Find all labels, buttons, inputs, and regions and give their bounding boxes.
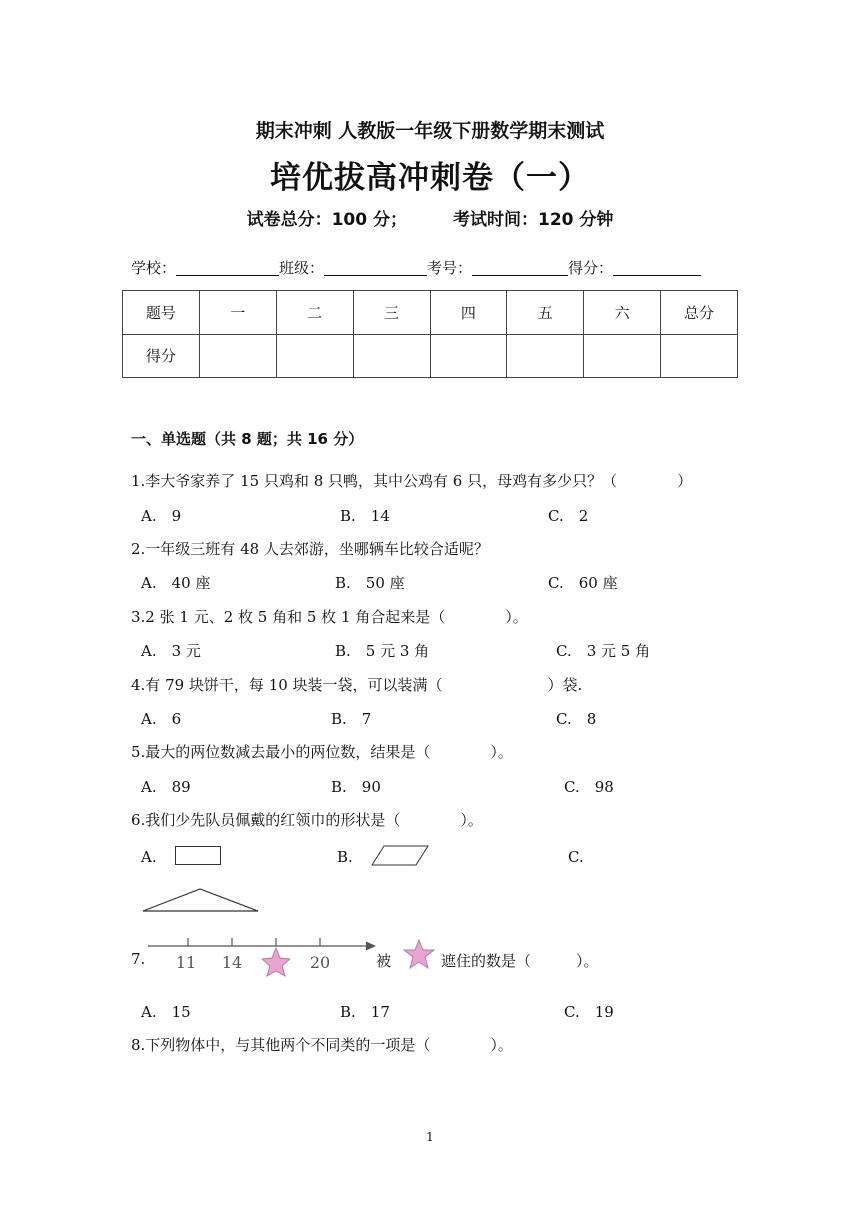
q5-option-b[interactable]: B. 90 (331, 778, 381, 796)
parallelogram-shape (370, 845, 430, 867)
score-cell[interactable] (276, 334, 353, 378)
exam-meta (0, 205, 860, 230)
number-line (146, 932, 378, 984)
q6-option-a[interactable]: A. (141, 848, 157, 866)
cover-word: 被 (376, 952, 392, 970)
question-4: 4.有 79 块饼干，每 10 块装一袋，可以装满（ ）袋. (131, 676, 583, 694)
page-number: 1 (426, 1130, 434, 1144)
q1-option-b[interactable]: B. 14 (340, 507, 390, 525)
q1-option-c[interactable]: C. 2 (548, 507, 589, 525)
q7-option-a[interactable]: A. 15 (141, 1003, 191, 1021)
q7-option-c[interactable]: C. 19 (564, 1003, 614, 1021)
q7-option-b[interactable]: B. 17 (340, 1003, 390, 1021)
question-1: 1.李大爷家养了 15 只鸡和 8 只鸭，其中公鸡有 6 只，母鸡有多少只？（ ） (131, 472, 693, 490)
score-table-score-row (123, 334, 738, 378)
class-field[interactable] (324, 259, 427, 276)
table-header-cell: 总分 (661, 291, 738, 335)
info-line (131, 257, 701, 278)
score-field[interactable] (613, 259, 701, 276)
class-label: 班级： (279, 259, 325, 277)
exam-no-field[interactable] (472, 259, 568, 276)
question-5: 5.最大的两位数减去最小的两位数，结果是（ ）。 (131, 743, 513, 761)
q5-option-c[interactable]: C. 98 (564, 778, 614, 796)
q3-option-a[interactable]: A. 3 元 (141, 642, 201, 660)
score-table-header-row (123, 291, 738, 335)
q2-option-a[interactable]: A. 40 座 (141, 574, 211, 592)
tick-label: 20 (309, 953, 331, 972)
table-header-cell: 二 (276, 291, 353, 335)
tick-label: 11 (175, 953, 197, 972)
q2-option-b[interactable]: B. 50 座 (335, 574, 405, 592)
school-label: 学校： (131, 259, 177, 277)
exam-no-label: 考号： (427, 259, 473, 277)
school-field[interactable] (176, 259, 279, 276)
table-header-cell: 六 (584, 291, 661, 335)
table-header-cell: 四 (430, 291, 507, 335)
section-heading: 一、单选题（共 8 题；共 16 分） (131, 430, 364, 448)
table-header-cell: 一 (199, 291, 276, 335)
q1-option-a[interactable]: A. 9 (141, 507, 182, 525)
q4-option-b[interactable]: B. 7 (331, 710, 372, 728)
q3-option-c[interactable]: C. 3 元 5 角 (556, 642, 651, 660)
score-cell[interactable] (430, 334, 507, 378)
q3-option-b[interactable]: B. 5 元 3 角 (335, 642, 430, 660)
q5-option-a[interactable]: A. 89 (141, 778, 191, 796)
question-7-tail: 遮住的数是（ ）。 (441, 952, 599, 970)
table-header-cell: 三 (353, 291, 430, 335)
question-7-number: 7. (131, 950, 146, 968)
table-header-cell: 题号 (123, 291, 200, 335)
total-score: 试卷总分：100 分； (246, 210, 407, 230)
q4-option-a[interactable]: A. 6 (141, 710, 182, 728)
triangle-shape (140, 886, 262, 914)
score-cell[interactable] (353, 334, 430, 378)
exam-subtitle: 期末冲刺 人教版一年级下册数学期末测试 (255, 120, 605, 142)
q4-option-c[interactable]: C. 8 (556, 710, 597, 728)
score-table (122, 290, 738, 378)
star-icon (262, 948, 290, 976)
q6-option-b[interactable]: B. (337, 848, 353, 866)
score-cell[interactable] (661, 334, 738, 378)
table-row-label: 得分 (123, 334, 200, 378)
score-cell[interactable] (507, 334, 584, 378)
exam-title: 培优拔高冲刺卷（一） (270, 160, 590, 196)
table-header-cell: 五 (507, 291, 584, 335)
score-cell[interactable] (584, 334, 661, 378)
question-2: 2.一年级三班有 48 人去郊游，坐哪辆车比较合适呢？ (131, 540, 489, 558)
score-label: 得分： (568, 259, 614, 277)
question-8: 8.下列物体中，与其他两个不同类的一项是（ ）。 (131, 1036, 513, 1054)
star-icon (402, 938, 436, 970)
tick-label: 14 (221, 953, 243, 972)
exam-time: 考试时间：120 分钟 (453, 210, 614, 230)
score-cell[interactable] (199, 334, 276, 378)
q6-option-c[interactable]: C. (568, 848, 584, 866)
rectangle-shape (175, 846, 221, 865)
question-6: 6.我们少先队员佩戴的红领巾的形状是（ ）。 (131, 811, 483, 829)
q2-option-c[interactable]: C. 60 座 (548, 574, 618, 592)
question-3: 3.2 张 1 元、2 枚 5 角和 5 枚 1 角合起来是（ ）。 (131, 608, 528, 626)
